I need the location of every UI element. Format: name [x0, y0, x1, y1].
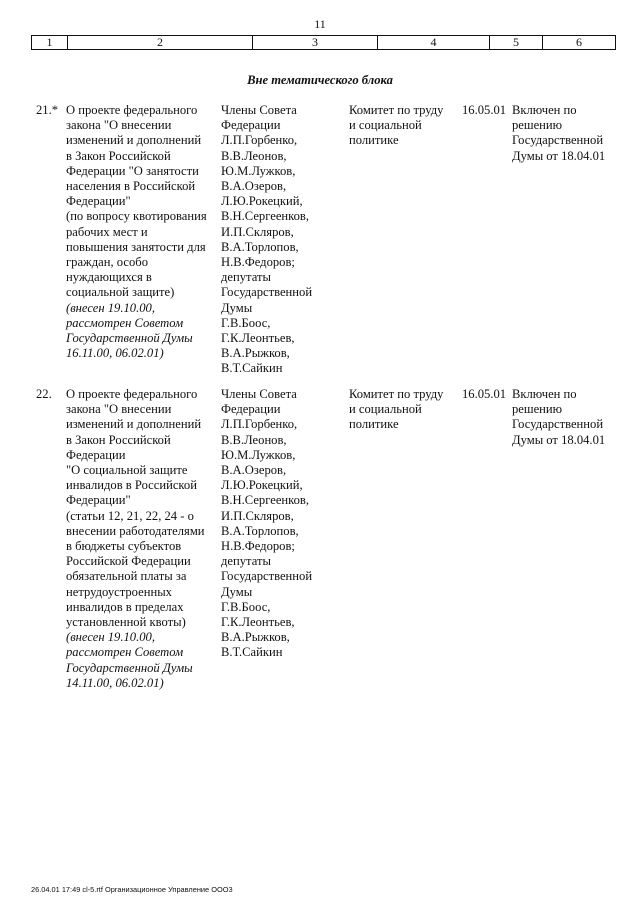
title-line: Федерации" [66, 194, 131, 209]
title-line: изменений и дополнений [66, 417, 202, 432]
entry-status [512, 103, 622, 164]
status-line: Думы от 18.04.01 [512, 432, 606, 447]
author-line: Г.В.Боос, [221, 315, 271, 330]
entry-number: 22. [36, 387, 52, 401]
entry-date: 16.05.01 [462, 387, 507, 401]
author-line: Ю.М.Лужков, [221, 163, 296, 178]
title-line: инвалидов в Российской [66, 478, 197, 493]
committee-line: и социальной [349, 402, 422, 417]
entry-authors [221, 387, 341, 661]
author-line: В.В.Леонов, [221, 432, 287, 447]
status-line: Включен по [512, 387, 577, 401]
status-line: Государственной [512, 417, 604, 432]
note-line: 14.11.00, 06.02.01) [66, 675, 164, 690]
title-line: О проекте федерального [66, 387, 198, 401]
note-line: (внесен 19.10.00, [66, 630, 155, 645]
author-line: В.А.Торлопов, [221, 523, 299, 538]
author-line: Г.К.Леонтьев, [221, 615, 295, 630]
author-line: Г.В.Боос, [221, 599, 271, 614]
block-title: Вне тематического блока [247, 73, 393, 87]
title-line: повышения занятости для [66, 239, 206, 254]
column-number: 3 [252, 36, 377, 49]
entry-title [66, 387, 216, 691]
status-line: Государственной [512, 133, 604, 148]
page-number: 11 [314, 17, 326, 31]
author-line: В.А.Озеров, [221, 463, 287, 478]
note-line: рассмотрен Советом [66, 315, 184, 330]
author-line: Л.П.Горбенко, [221, 417, 298, 432]
author-line: В.А.Торлопов, [221, 239, 299, 254]
column-number: 4 [377, 36, 489, 49]
column-number-header [31, 35, 616, 50]
author-line: В.Т.Сайкин [221, 361, 283, 376]
title-line: (по вопросу квотирования [66, 209, 207, 224]
title-line: населения в Российской [66, 179, 196, 194]
entry-authors [221, 103, 341, 377]
title-line: Российской Федерации [66, 554, 191, 569]
note-line: Государственной Думы [66, 331, 193, 346]
author-line: Думы [221, 584, 253, 599]
author-line: депутаты [221, 270, 271, 285]
author-line: Г.К.Леонтьев, [221, 331, 295, 346]
title-line: нетрудоустроенных [66, 584, 172, 599]
title-line: Федерации" [66, 493, 131, 508]
author-line: Государственной [221, 285, 313, 300]
committee-line: и социальной [349, 118, 422, 133]
committee-line: Комитет по труду [349, 103, 444, 117]
column-number: 1 [46, 35, 53, 49]
status-line: Думы от 18.04.01 [512, 148, 606, 163]
author-line: В.Н.Сергеенков, [221, 209, 310, 224]
column-number: 6 [542, 36, 615, 49]
entry-title [66, 103, 216, 361]
note-line: 16.11.00, 06.02.01) [66, 346, 164, 361]
title-line: изменений и дополнений [66, 133, 202, 148]
note-line: Государственной Думы [66, 660, 193, 675]
title-line: О проекте федерального [66, 103, 198, 117]
title-line: в Закон Российской [66, 432, 171, 447]
author-line: В.Н.Сергеенков, [221, 493, 310, 508]
page-footer: 26.04.01 17:49 cl-5.rtf Организационное Управление ООО3 [31, 885, 233, 894]
committee-line: политике [349, 133, 399, 148]
entry-status [512, 387, 622, 448]
author-line: Федерации [221, 118, 281, 133]
column-number: 5 [489, 36, 542, 49]
entry-committee [349, 103, 459, 149]
title-line: обязательной платы за [66, 569, 187, 584]
title-line: рабочих мест и [66, 224, 148, 239]
author-line: депутаты [221, 554, 271, 569]
author-line: В.А.Рыжков, [221, 630, 290, 645]
author-line: Л.П.Горбенко, [221, 133, 298, 148]
author-line: Федерации [221, 402, 281, 417]
author-line: В.Т.Сайкин [221, 645, 283, 660]
author-line: И.П.Скляров, [221, 224, 294, 239]
status-line: решению [512, 402, 563, 417]
title-line: закона "О внесении [66, 118, 172, 133]
column-number: 2 [67, 36, 252, 49]
title-line: закона "О внесении [66, 402, 172, 417]
author-line: Л.Ю.Рокецкий, [221, 478, 303, 493]
author-line: Члены Совета [221, 387, 297, 401]
title-line: (статьи 12, 21, 22, 24 - о [66, 508, 194, 523]
title-line: нуждающихся в [66, 270, 152, 285]
author-line: Н.В.Федоров; [221, 255, 295, 270]
committee-line: Комитет по труду [349, 387, 444, 401]
entry-committee [349, 387, 459, 433]
author-line: Н.В.Федоров; [221, 539, 295, 554]
entry-number: 21.* [36, 103, 59, 117]
note-line: (внесен 19.10.00, [66, 300, 155, 315]
title-line: внесении работодателями [66, 523, 205, 538]
title-line: "О социальной защите [66, 463, 188, 478]
author-line: В.А.Озеров, [221, 179, 287, 194]
title-line: в Закон Российской [66, 148, 171, 163]
committee-line: политике [349, 417, 399, 432]
title-line: граждан, особо [66, 255, 148, 270]
author-line: Л.Ю.Рокецкий, [221, 194, 303, 209]
entry-date: 16.05.01 [462, 103, 507, 117]
title-line: Федерации "О занятости [66, 163, 199, 178]
title-line: социальной защите) [66, 285, 175, 300]
author-line: Думы [221, 300, 253, 315]
status-line: решению [512, 118, 563, 133]
author-line: Члены Совета [221, 103, 297, 117]
author-line: Ю.М.Лужков, [221, 447, 296, 462]
title-line: в бюджеты субъектов [66, 539, 182, 554]
title-line: инвалидов в пределах [66, 599, 184, 614]
author-line: В.В.Леонов, [221, 148, 287, 163]
title-line: Федерации [66, 447, 126, 462]
note-line: рассмотрен Советом [66, 645, 184, 660]
author-line: В.А.Рыжков, [221, 346, 290, 361]
status-line: Включен по [512, 103, 577, 117]
author-line: И.П.Скляров, [221, 508, 294, 523]
author-line: Государственной [221, 569, 313, 584]
title-line: установленной квоты) [66, 615, 186, 630]
